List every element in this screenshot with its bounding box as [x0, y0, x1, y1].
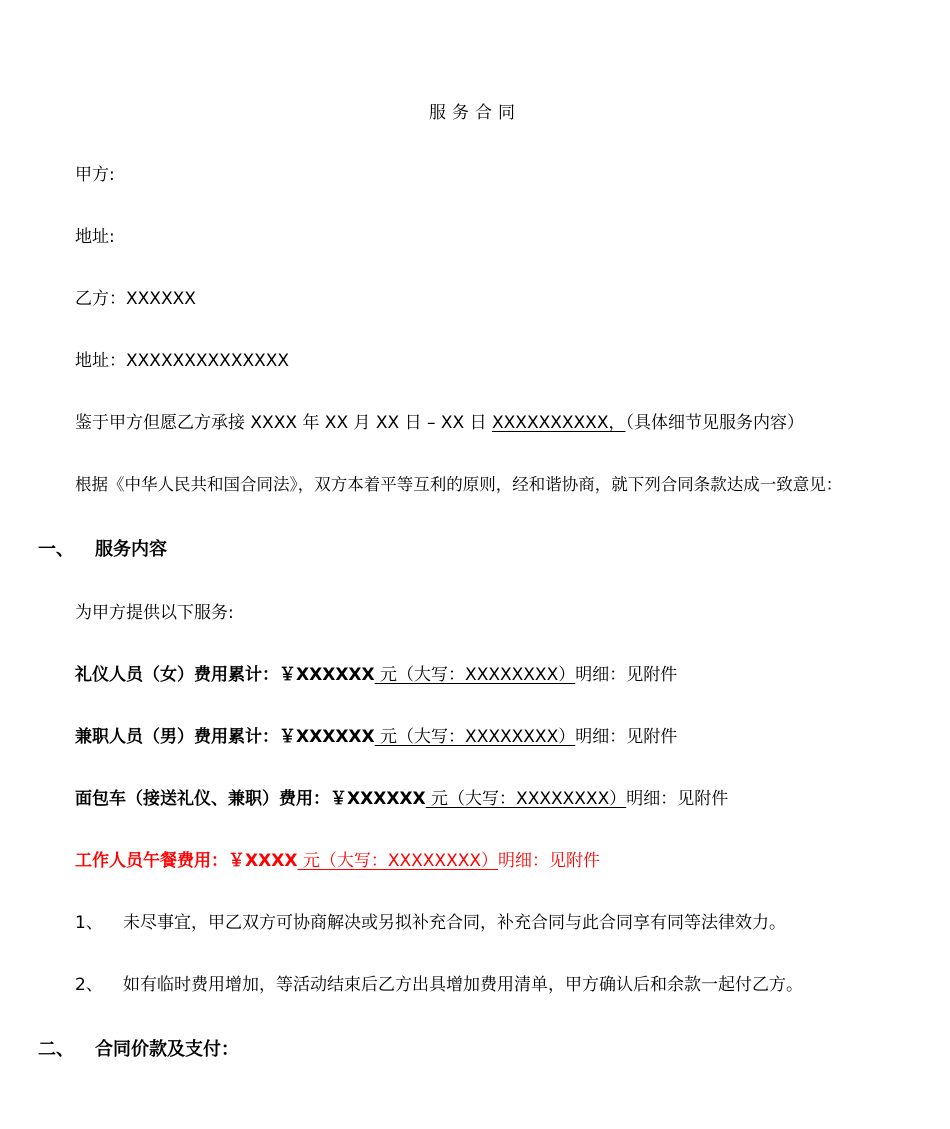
section-2-number: 二、: [38, 1039, 74, 1060]
services-intro: 为甲方提供以下服务:: [75, 603, 234, 623]
document-title: 服务合同: [429, 103, 521, 123]
section-heading-1: [38, 538, 167, 562]
party-b-address-line: 地址：XXXXXXXXXXXXXX: [75, 351, 290, 371]
clause-item: [75, 973, 803, 997]
preamble-text: 鉴于甲方但愿乙方承接 XXXX 年 XX 月 XX 日 – XX 日: [75, 413, 492, 433]
party-a-label: 甲方:: [75, 165, 115, 185]
clause-item: [75, 911, 786, 935]
fee-detail: 明细：见附件: [498, 851, 601, 871]
fee-detail: 明细：见附件: [575, 727, 678, 747]
fee-detail: 明细：见附件: [626, 789, 729, 809]
clause-number: 1、: [75, 913, 103, 933]
fee-label: 面包车（接送礼仪、兼职）费用：￥XXXXXX: [75, 789, 426, 809]
fee-line: [75, 725, 677, 749]
party-b-line: 乙方：XXXXXX: [75, 289, 196, 309]
fee-label: 兼职人员（男）费用累计：￥XXXXXX: [75, 727, 375, 747]
preamble-paragraph: [75, 411, 804, 435]
fee-line: [75, 663, 677, 687]
basis-paragraph: 根据《中华人民共和国合同法》，双方本着平等互利的原则，经和谐协商，就下列合同条款达成一致意见：: [75, 475, 843, 494]
fee-amount-words: 元（大写：XXXXXXXX）: [374, 665, 576, 685]
fee-label: 工作人员午餐费用：￥XXXX: [75, 851, 298, 871]
clause-number: 2、: [75, 975, 103, 995]
fee-amount-words: 元（大写：XXXXXXXX）: [374, 727, 576, 747]
section-1-number: 一、: [38, 539, 74, 560]
fee-detail: 明细：见附件: [575, 665, 678, 685]
fee-amount-words: 元（大写：XXXXXXXX）: [425, 789, 627, 809]
clause-text: 如有临时费用增加，等活动结束后乙方出具增加费用清单，甲方确认后和余款一起付乙方。: [123, 975, 803, 995]
fee-label: 礼仪人员（女）费用累计：￥XXXXXX: [75, 665, 375, 685]
preamble-suffix: （具体细节见服务内容）: [625, 413, 804, 433]
section-1-title: 服务内容: [95, 539, 167, 560]
section-2-title: 合同价款及支付：: [95, 1039, 239, 1060]
section-heading-2: [38, 1038, 239, 1062]
clause-text: 未尽事宜，甲乙双方可协商解决或另拟补充合同，补充合同与此合同享有同等法律效力。: [123, 913, 786, 933]
fee-amount-words: 元（大写：XXXXXXXX）: [297, 851, 499, 871]
fee-line: [75, 787, 728, 811]
party-a-address-label: 地址:: [75, 227, 115, 247]
fee-line-highlighted: [75, 849, 600, 873]
preamble-project-name: XXXXXXXXXX，: [492, 413, 626, 433]
